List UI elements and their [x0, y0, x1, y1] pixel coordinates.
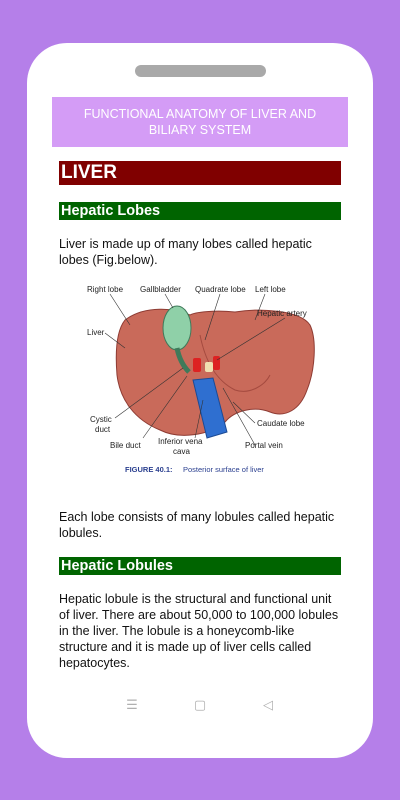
label-bile-duct: Bile duct	[110, 441, 141, 450]
app-header	[52, 97, 348, 147]
label-right-lobe: Right lobe	[87, 285, 124, 294]
hepatic-lobules-text: Hepatic lobule is the structural and functional unit of liver. There are about 50,000 to 100,000 lobules in the liver. The lobule is a honeycomb-like structure and it is made up of liver cells called hepatocytes.	[59, 592, 339, 670]
label-caudate-lobe: Caudate lobe	[257, 419, 305, 428]
label-duct: duct	[95, 425, 111, 434]
heading-hepatic-lobes: Hepatic Lobes	[59, 202, 341, 220]
home-icon[interactable]: ▢	[193, 697, 207, 712]
menu-icon[interactable]: ☰	[126, 697, 138, 712]
hepatic-lobes-after-figure: Each lobe consists of many lobules called hepatic lobules.	[59, 510, 335, 540]
gallbladder-shape	[163, 306, 191, 350]
header-title: FUNCTIONAL ANATOMY OF LIVER AND BILIARY SYSTEM	[83, 107, 317, 137]
figure-caption-text: Posterior surface of liver	[183, 465, 264, 474]
app-screen[interactable]	[52, 97, 348, 685]
heading-hepatic-lobules: Hepatic Lobules	[59, 557, 341, 575]
back-icon[interactable]: ◁	[263, 697, 273, 712]
navigation-bar	[52, 690, 348, 720]
label-gallbladder: Gallbladder	[140, 285, 181, 294]
label-portal-vein: Portal vein	[245, 441, 283, 450]
article-content[interactable]	[52, 147, 348, 685]
label-quadrate-lobe: Quadrate lobe	[195, 285, 246, 294]
hepatic-lobes-intro: Liver is made up of many lobes called hepatic lobes (Fig.below).	[59, 237, 312, 267]
figure-caption-number: FIGURE 40.1:	[125, 465, 173, 474]
label-hepatic-artery: Hepatic artery	[257, 309, 307, 318]
label-liver: Liver	[87, 328, 105, 337]
label-left-lobe: Left lobe	[255, 285, 286, 294]
section-title: LIVER	[59, 161, 341, 185]
label-inferior-vena: Inferior vena	[158, 437, 203, 446]
label-cava: cava	[173, 447, 190, 456]
liver-figure	[85, 280, 315, 478]
label-cystic: Cystic	[90, 415, 112, 424]
phone-speaker	[135, 65, 266, 77]
liver-diagram	[85, 280, 315, 478]
